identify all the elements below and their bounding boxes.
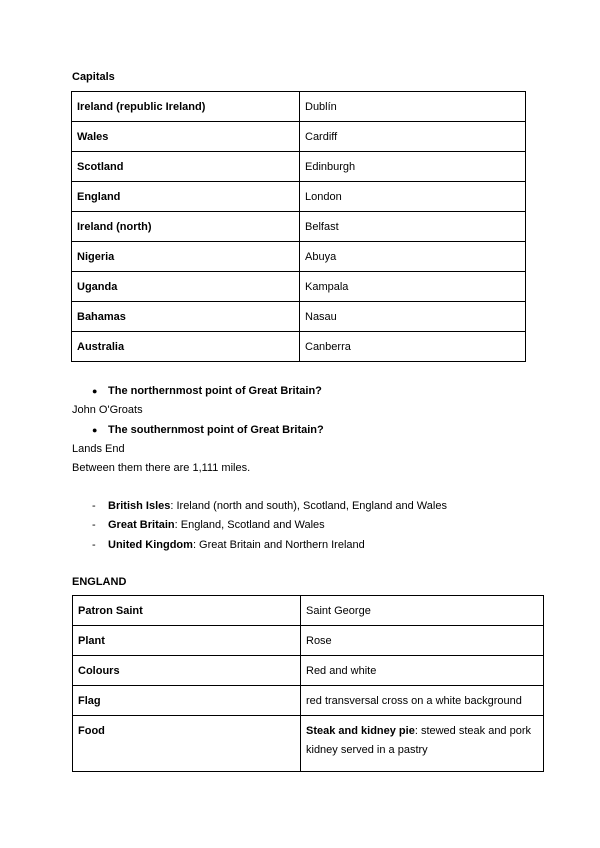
table-row [72,242,526,272]
table-row [73,656,544,686]
value-cell: red transversal cross on a white background [301,686,544,716]
capital-cell: Canberra [300,332,526,362]
capital-cell: Edinburgh [300,152,526,182]
table-row [73,716,544,772]
dash-marker: - [92,519,96,531]
capital-cell: Abuya [300,242,526,272]
definition-term: Great Britain [108,519,175,531]
country-cell: England [72,182,300,212]
capital-cell: Nasau [300,302,526,332]
country-cell: Ireland (north) [72,212,300,242]
food-description: : stewed steak and pork kidney served in a pastry [306,725,532,756]
dash-marker: - [92,500,96,512]
table-row [72,302,526,332]
table-row [73,596,544,626]
definition-text: : Great Britain and Northern Ireland [192,539,365,551]
table-row [72,122,526,152]
value-cell: Saint George [301,596,544,626]
table-row [72,212,526,242]
definition-text: : Ireland (north and south), Scotland, England and Wales [170,500,447,512]
south-question: The southernmost point of Great Britain? [108,424,324,436]
table-row [72,332,526,362]
definition-term: United Kingdom [108,539,193,551]
capital-cell: Dublín [300,92,526,122]
capitals-table [71,91,526,362]
key-cell: Plant [73,626,301,656]
key-cell: Food [73,716,301,772]
south-answer: Lands End [72,443,125,455]
bullet-icon: ● [92,425,98,435]
key-cell: Flag [73,686,301,716]
table-row [73,626,544,656]
north-question: The northernmost point of Great Britain? [108,385,322,397]
value-cell: Red and white [301,656,544,686]
country-cell: Scotland [72,152,300,182]
definition-item [108,500,447,512]
table-row [72,92,526,122]
capital-cell: London [300,182,526,212]
england-table [72,595,544,772]
definition-item [108,539,365,551]
definition-text: : England, Scotland and Wales [174,519,325,531]
north-answer: John O'Groats [72,404,143,416]
capital-cell: Cardiff [300,122,526,152]
country-cell: Australia [72,332,300,362]
key-cell: Patron Saint [73,596,301,626]
country-cell: Wales [72,122,300,152]
distance-text: Between them there are 1,111 miles. [72,462,251,474]
food-dish: Steak and kidney pie [306,725,415,737]
definition-term: British Isles [108,500,171,512]
table-row [72,152,526,182]
country-cell: Nigeria [72,242,300,272]
value-cell: Rose [301,626,544,656]
country-cell: Uganda [72,272,300,302]
table-row [72,182,526,212]
table-row [73,686,544,716]
capital-cell: Kampala [300,272,526,302]
country-cell: Ireland (republic Ireland) [72,92,300,122]
value-cell [301,716,544,772]
table-row [72,272,526,302]
country-cell: Bahamas [72,302,300,332]
capitals-heading: Capitals [72,71,115,83]
capital-cell: Belfast [300,212,526,242]
definition-item [108,519,325,531]
england-heading: ENGLAND [72,576,127,588]
dash-marker: - [92,539,96,551]
bullet-icon: ● [92,386,98,396]
key-cell: Colours [73,656,301,686]
